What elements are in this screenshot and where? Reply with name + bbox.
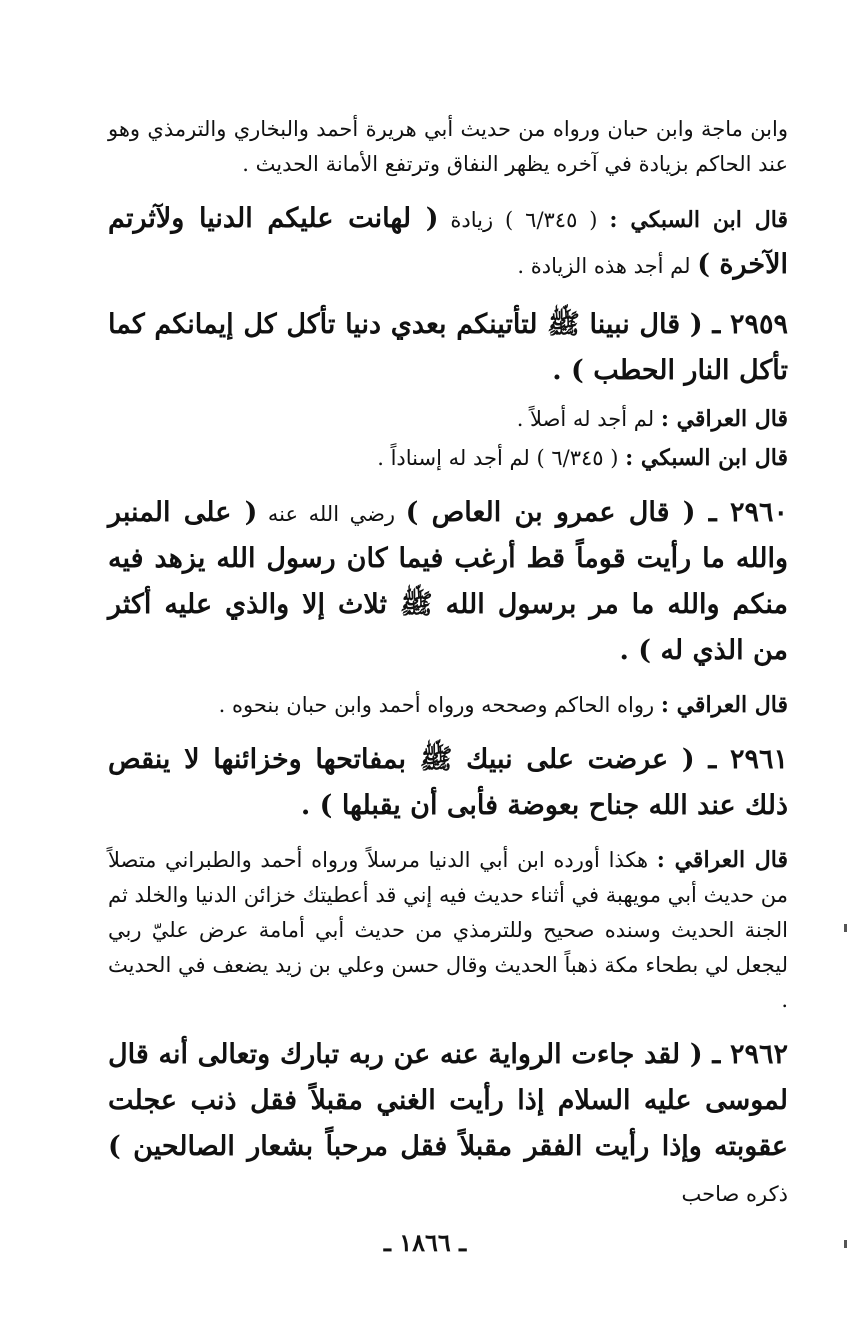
iraqi-comment-2961 (108, 843, 788, 1018)
hadith-2961: ٢٩٦١ ـ ( عرضت على نبيك ﷺ بمفاتحها وخزائنها لا ينقص ذلك عند الله جناح بعوضة فأبى أن يقبلها ) . (108, 744, 788, 821)
subki-text: ( ٦/٣٤٥ ) لم أجد له إسناداً . (377, 446, 626, 470)
hadith-2962 (108, 1032, 788, 1216)
hadith-2960 (108, 490, 788, 674)
subki-label: قال ابن السبكي : (625, 445, 788, 471)
subki-reference: ( ٦/٣٤٥ ) زيادة (438, 208, 610, 232)
iraqi-text: هكذا أورده ابن أبي الدنيا مرسلاً ورواه أحمد والطبراني متصلاً من حديث أبي مويهبة في أثناء حديث فيه إني قد أعطيتك خزائن الدنيا والخلد ثم الجنة الحديث وسنده صحيح وللترمذي من حديث أبي أمامة عرض عليّ ربي ليجعل لي بطحاء مكة ذهباً الحديث وقال حسن وعلي بن زيد يضعف في الحديث . (108, 848, 788, 1012)
hadith-2962-tail: ذكره صاحب (681, 1182, 788, 1206)
iraqi-comment-2959 (108, 402, 788, 437)
iraqi-label: قال العراقي : (656, 847, 788, 873)
page-number: ـ ١٨٦٦ ـ (383, 1228, 467, 1257)
hadith-2962-text: ٢٩٦٢ ـ ( لقد جاءت الرواية عنه عن ربه تبارك وتعالى أنه قال لموسى عليه السلام إذا رأيت الغني مقبلاً فقل ذنب عجلت عقوبته وإذا رأيت الفقر مقبلاً فقل مرحباً بشعار الصالحين ) (108, 1039, 788, 1162)
iraqi-comment-2960 (108, 688, 788, 723)
hadith-2960-text: ( على المنبر والله ما رأيت قوماً قط أرغب فيما كان رسول الله يزهد فيه منكم والله ما مر برسول الله ﷺ ثلاث إلا والذي عليه أكثر من الذي له ) . (108, 497, 788, 666)
hadith-2959: ٢٩٥٩ ـ ( قال نبينا ﷺ لتأتينكم بعدي دنيا تأكل كل إيمانكم كما تأكل النار الحطب ) . (108, 309, 788, 386)
iraqi-text: رواه الحاكم وصححه ورواه أحمد وابن حبان بنحوه . (218, 693, 661, 717)
scan-mark (844, 924, 847, 932)
subki-comment-2959 (108, 441, 788, 476)
hadith-2960-head: ٢٩٦٠ ـ ( قال عمرو بن العاص ) (405, 497, 788, 528)
subki-label: قال ابن السبكي : (609, 207, 788, 233)
iraqi-text: لم أجد له أصلاً . (516, 407, 661, 431)
page-body (108, 112, 788, 1216)
paragraph-subki-1 (108, 196, 788, 288)
subki-addition-quote: ( لهانت عليكم الدنيا ولآثرتم الآخرة ) (108, 203, 788, 280)
iraqi-label: قال العراقي : (660, 692, 788, 718)
subki-note: لم أجد هذه الزيادة . (517, 254, 698, 278)
iraqi-label: قال العراقي : (660, 406, 788, 432)
scan-mark (844, 1240, 847, 1248)
paragraph-intro: وابن ماجة وابن حبان ورواه من حديث أبي هريرة أحمد والبخاري والترمذي وهو عند الحاكم بزيادة في آخره يظهر النفاق وترتفع الأمانة الحديث . (108, 117, 788, 176)
hadith-2960-honorific: رضي الله عنه (257, 502, 406, 526)
